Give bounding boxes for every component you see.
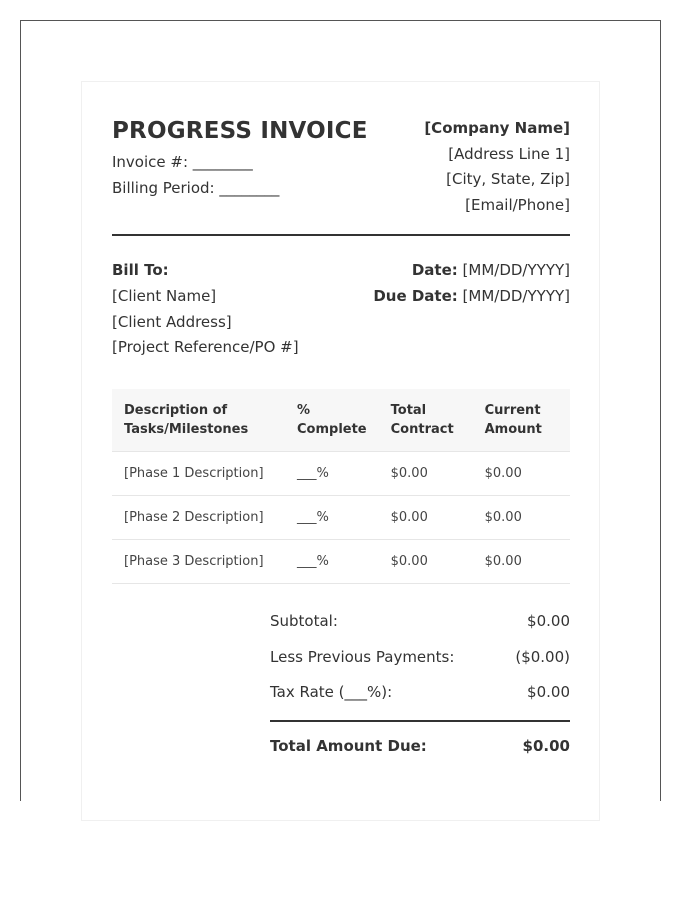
header-divider <box>112 234 570 236</box>
tax-value: $0.00 <box>527 683 570 701</box>
client-address: [Client Address] <box>112 312 232 331</box>
due-date-label: Due Date: <box>373 286 458 305</box>
tax-row <box>270 675 570 711</box>
previous-payments-row <box>270 640 570 676</box>
company-block <box>424 116 570 218</box>
row-percent: ___% <box>285 452 379 496</box>
header-current-amount: Current Amount <box>473 389 570 452</box>
invoice-number: Invoice #: ________ <box>112 153 253 171</box>
row-total-contract: $0.00 <box>379 540 473 584</box>
row-description: [Phase 1 Description] <box>112 452 285 496</box>
total-due-label: Total Amount Due: <box>270 737 427 755</box>
table-header-row <box>112 389 570 452</box>
previous-payments-label: Less Previous Payments: <box>270 647 455 666</box>
table-row <box>112 496 570 540</box>
row-current-amount: $0.00 <box>473 540 570 584</box>
totals-divider <box>270 720 570 722</box>
subtotal-row <box>270 604 570 640</box>
subtotal-label: Subtotal: <box>270 612 338 630</box>
company-name: [Company Name] <box>424 119 570 137</box>
bill-to-label: Bill To: <box>112 261 169 279</box>
row-current-amount: $0.00 <box>473 452 570 496</box>
totals-block <box>270 604 570 711</box>
row-percent: ___% <box>285 496 379 540</box>
header-total-contract: Total Contract <box>379 389 473 452</box>
row-percent: ___% <box>285 540 379 584</box>
date-label: Date: <box>411 261 458 279</box>
company-address-line1: [Address Line 1] <box>448 144 570 163</box>
invoice-header <box>112 114 570 234</box>
dates-block <box>373 258 570 310</box>
due-date-value: [MM/DD/YYYY] <box>462 286 570 305</box>
row-total-contract: $0.00 <box>379 496 473 540</box>
company-email-phone: [Email/Phone] <box>465 195 570 214</box>
row-description: [Phase 2 Description] <box>112 496 285 540</box>
tax-label: Tax Rate (___%): <box>270 683 393 701</box>
total-due-value: $0.00 <box>522 737 570 755</box>
row-total-contract: $0.00 <box>379 452 473 496</box>
project-reference: [Project Reference/PO #] <box>112 338 299 357</box>
previous-payments-value: ($0.00) <box>515 647 570 666</box>
bill-to-block <box>112 258 299 361</box>
table-row <box>112 540 570 584</box>
line-items-table <box>112 389 570 584</box>
invoice-title: PROGRESS INVOICE <box>112 118 368 144</box>
company-city-state-zip: [City, State, Zip] <box>446 170 570 188</box>
client-name: [Client Name] <box>112 286 217 305</box>
date-value: [MM/DD/YYYY] <box>462 261 570 279</box>
row-description: [Phase 3 Description] <box>112 540 285 584</box>
header-description: Description of Tasks/Milestones <box>112 389 285 452</box>
billing-period: Billing Period: ________ <box>112 179 280 197</box>
date-line <box>373 258 570 284</box>
header-percent-complete: % Complete <box>285 389 379 452</box>
table-row <box>112 452 570 496</box>
subtotal-value: $0.00 <box>527 612 570 630</box>
row-current-amount: $0.00 <box>473 496 570 540</box>
due-date-line <box>373 284 570 310</box>
